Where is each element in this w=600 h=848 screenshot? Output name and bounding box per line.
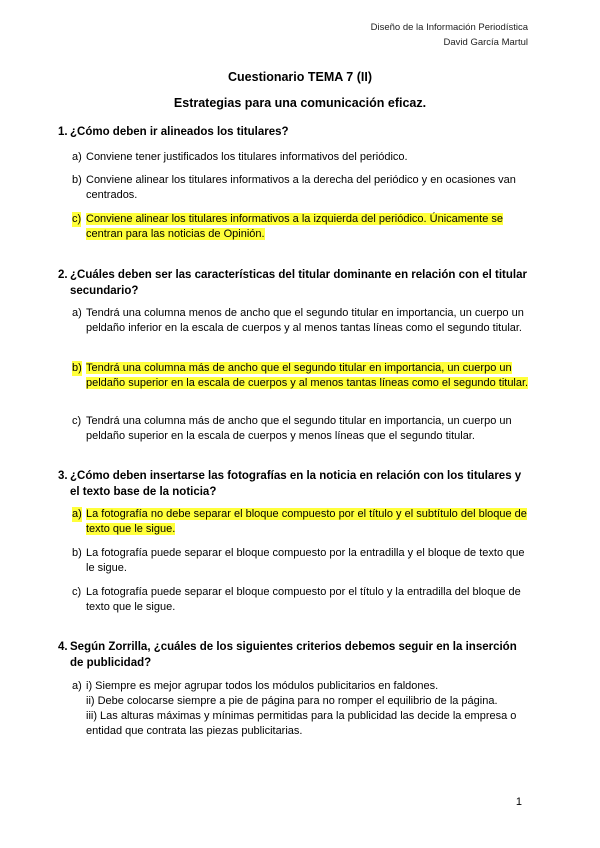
option-label: b) bbox=[72, 362, 82, 374]
option-label: a) bbox=[72, 307, 82, 319]
option-text: Tendrá una columna más de ancho que el segundo titular en importancia, un cuerpo un peldaño superior en la escala de cuerpos y menos líneas que el segundo titular. bbox=[86, 415, 512, 442]
option-2c bbox=[72, 414, 530, 444]
question-text: Según Zorrilla, ¿cuáles de los siguientes criterios debemos seguir en la inserción de publicidad? bbox=[70, 641, 517, 669]
option-label: a) bbox=[72, 680, 82, 692]
option-3a-correct bbox=[72, 507, 530, 537]
option-label: a) bbox=[72, 151, 82, 163]
option-text: La fotografía puede separar el bloque compuesto por el título y la entradilla del bloque de texto que le sigue. bbox=[86, 586, 521, 613]
option-text-highlighted: La fotografía no debe separar el bloque compuesto por el título y el subtítulo del bloque de texto que le sigue. bbox=[86, 508, 527, 535]
option-text: Conviene alinear los titulares informativos a la derecha del periódico y en ocasiones van centrados. bbox=[86, 174, 516, 201]
option-text-highlighted: Tendrá una columna más de ancho que el segundo titular en importancia, un cuerpo un peldaño superior en la escala de cuerpos y al menos tantas líneas como el segundo titular. bbox=[86, 362, 529, 389]
option-1b bbox=[72, 173, 530, 203]
option-1a bbox=[72, 150, 530, 165]
question-1 bbox=[58, 124, 528, 140]
option-3c bbox=[72, 585, 530, 615]
question-number: 3. bbox=[58, 470, 68, 482]
option-3b bbox=[72, 546, 530, 576]
course-name: Diseño de la Información Periodística bbox=[370, 22, 528, 33]
question-number: 2. bbox=[58, 269, 68, 281]
author-name: David García Martul bbox=[443, 37, 528, 48]
option-2a bbox=[72, 306, 530, 336]
option-text: Tendrá una columna menos de ancho que el segundo titular en importancia, un cuerpo un peldaño inferior en la escala de cuerpos y al menos tantas líneas como el segundo titular. bbox=[86, 307, 524, 334]
option-1c-correct bbox=[72, 212, 530, 242]
option-text: La fotografía puede separar el bloque compuesto por la entradilla y el bloque de texto que le sigue. bbox=[86, 547, 525, 574]
option-label: c) bbox=[72, 586, 82, 598]
option-text: Conviene tener justificados los titulares informativos del periódico. bbox=[86, 151, 408, 163]
question-text: ¿Cómo deben insertarse las fotografías en la noticia en relación con los titulares y el texto base de la noticia? bbox=[70, 470, 522, 498]
question-text: ¿Cómo deben ir alineados los titulares? bbox=[70, 126, 289, 138]
sub-criterion-ii: ii) Debe colocarse siempre a pie de página para no romper el equilibrio de la página. bbox=[86, 695, 498, 707]
option-label: b) bbox=[72, 547, 82, 559]
page-number: 1 bbox=[515, 796, 522, 808]
document-title: Cuestionario TEMA 7 (II) bbox=[228, 70, 372, 84]
question-number: 1. bbox=[58, 126, 68, 138]
question-2 bbox=[58, 267, 528, 299]
sub-criterion-iii: iii) Las alturas máximas y mínimas permitidas para la publicidad las decide la empresa o entidad que contrata las piezas publicitarias. bbox=[86, 710, 517, 737]
option-label: c) bbox=[72, 415, 82, 427]
option-label: a) bbox=[72, 508, 82, 520]
page-header bbox=[371, 20, 528, 50]
option-label: b) bbox=[72, 174, 82, 186]
question-number: 4. bbox=[58, 641, 68, 653]
question-3 bbox=[58, 468, 528, 500]
option-2b-correct bbox=[72, 361, 530, 391]
option-text-highlighted: Conviene alinear los titulares informativos a la izquierda del periódico. Únicamente se centran para las noticias de Opinión. bbox=[86, 213, 503, 240]
option-lines bbox=[72, 679, 530, 739]
document-subtitle: Estrategias para una comunicación eficaz. bbox=[173, 96, 427, 110]
question-text: ¿Cuáles deben ser las características del titular dominante en relación con el titular secundario? bbox=[70, 269, 527, 297]
question-4 bbox=[58, 639, 528, 671]
option-label: c) bbox=[72, 213, 82, 225]
option-4a bbox=[72, 679, 530, 739]
sub-criterion-i: i) Siempre es mejor agrupar todos los módulos publicitarios en faldones. bbox=[86, 680, 439, 692]
